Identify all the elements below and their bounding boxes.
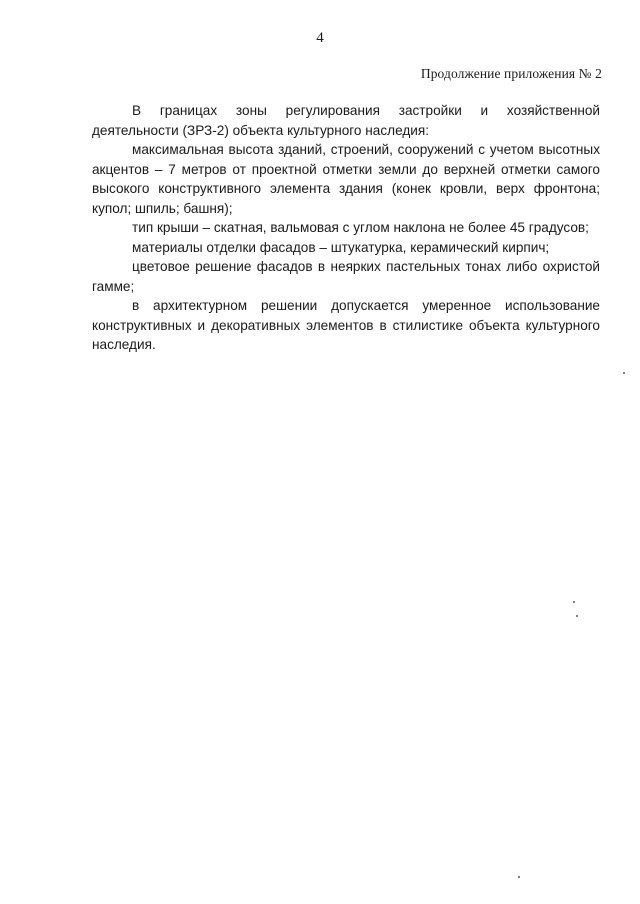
paragraph-roof-type: тип крыши – скатная, вальмовая с углом наклона не более 45 градусов;	[132, 220, 589, 235]
scan-speck	[623, 372, 625, 374]
document-body	[92, 101, 600, 355]
paragraph-facade-colors: цветовое решение фасадов в неярких пастельных тонах либо охристой гамме;	[92, 259, 600, 294]
paragraph-max-height: максимальная высота зданий, строений, сооружений с учетом высотных акцентов – 7 метров от проектной отметки земли до верхней отметки самого высокого конструктивного элемента здания (конек кровли, верх фронтона; купол; шпиль; башня);	[92, 142, 600, 216]
scan-speck	[518, 876, 520, 878]
scan-speck	[573, 601, 575, 603]
appendix-header: Продолжение приложения № 2	[420, 66, 602, 81]
scan-speck	[576, 615, 578, 617]
paragraph-facade-materials: материалы отделки фасадов – штукатурка, керамический кирпич;	[132, 239, 550, 255]
paragraph-architecture: в архитектурном решении допускается умеренное использование конструктивных и декоративных элементов в стилистике объекта культурного наследия.	[92, 298, 600, 352]
page-number: 4	[316, 30, 324, 46]
paragraph-zone-intro: В границах зоны регулирования застройки и хозяйственной деятельности (ЗРЗ-2) объекта культурного наследия:	[92, 103, 600, 138]
